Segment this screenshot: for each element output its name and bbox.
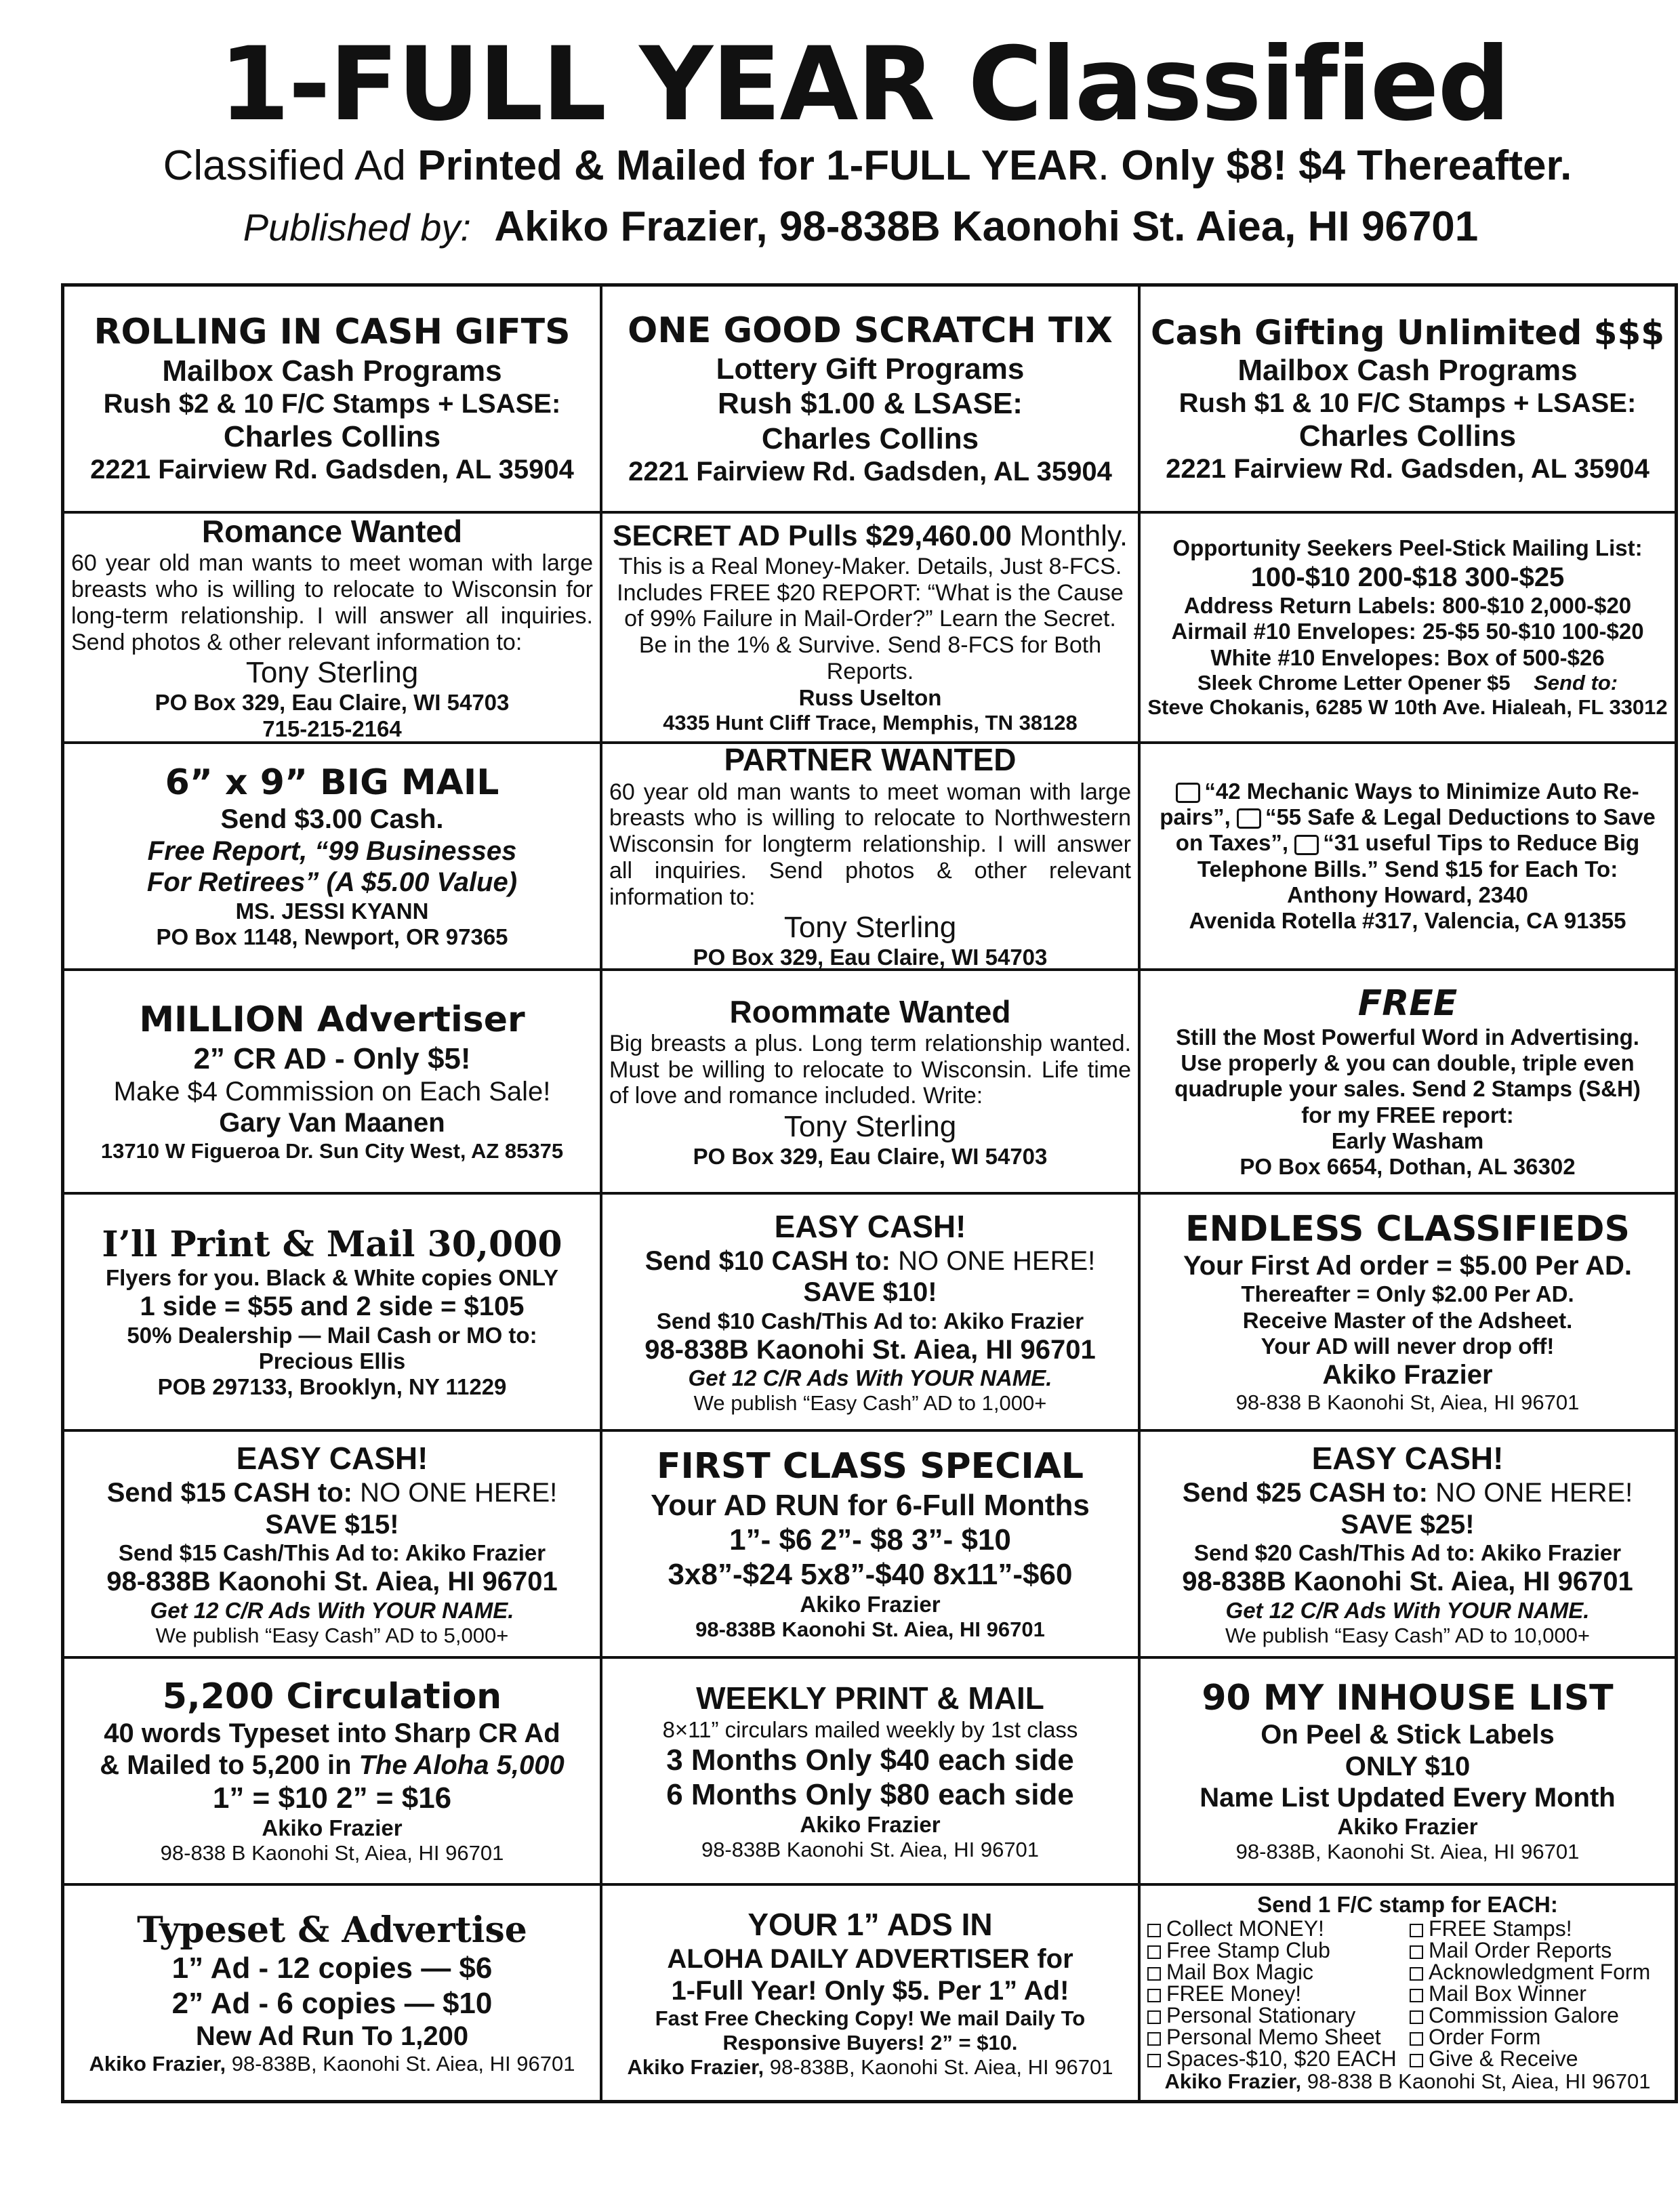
ad-body: 60 year old man wants to meet woman with large breasts who is willing to relocate to Wisconsin for long-term relationship. I will answer all inquiries. Send photos & other relevant information to: (71, 550, 593, 655)
ad-line: Thereafter = Only $2.00 Per AD. (1241, 1281, 1574, 1307)
ad-headline: 5,200 Circulation (162, 1676, 502, 1717)
ad-line-a: 1-Full Year! (671, 1975, 817, 2006)
ad-line-a: Send $25 CASH to: (1182, 1478, 1429, 1508)
checkbox-icon (1410, 1967, 1423, 1981)
checklist-item (1147, 1939, 1406, 1961)
ad-mechanic-ways (1141, 744, 1675, 971)
ad-line-a: Send $15 CASH to: (106, 1478, 353, 1508)
ad-line (1194, 1540, 1621, 1566)
ad-big-mail (64, 744, 602, 971)
ad-address: 2221 Fairview Rd. Gadsden, AL 35904 (628, 456, 1112, 487)
ad-headline: MILLION Advertiser (139, 999, 525, 1041)
ad-line: Telephone Bills.” Send $15 for Each To: (1197, 856, 1618, 882)
ad-inhouse-list (1141, 1659, 1675, 1886)
ad-line-b: NO ONE HERE! (890, 1245, 1096, 1276)
ad-line: We publish “Easy Cash” AD to 10,000+ (1225, 1623, 1590, 1647)
subtitle-plain: Classified Ad (163, 142, 418, 189)
ad-line: Fast Free Checking Copy! We mail Daily To (655, 2006, 1086, 2031)
ad-line: 1 side = $55 and 2 side = $105 (140, 1292, 525, 1322)
ad-address-text: 98-838B, Kaonohi St. Aiea, HI 96701 (226, 2051, 575, 2076)
ad-line: Get 12 C/R Ads With YOUR NAME. (1225, 1597, 1590, 1623)
ad-headline: WEEKLY PRINT & MAIL (696, 1680, 1044, 1716)
ad-contact-name: Tony Sterling (783, 1110, 957, 1144)
ad-headline: Roommate Wanted (729, 993, 1011, 1029)
ad-address: 98-838B Kaonohi St. Aiea, HI 96701 (106, 1567, 558, 1597)
ad-body: This is a Real Money-Maker. Details, Just 8-FCS. Includes FREE $20 REPORT: “What is the Cause of 99% Failure in Mail-Order?” Learn the Secret. Be in the 1% & Survive. Send 8-FCS for Both Reports. (617, 553, 1124, 684)
checklist-label: Spaces-$10, $20 EACH (1166, 2046, 1397, 2071)
ad-line: Airmail #10 Envelopes: 25-$5 50-$10 100-$20 (1171, 619, 1644, 644)
ad-free-report (1141, 971, 1675, 1195)
ad-easy-cash-15 (64, 1432, 602, 1659)
checklist-item (1410, 1939, 1668, 1961)
offer-checklist (1147, 1918, 1668, 2069)
ad-address: PO Box 329, Eau Claire, WI 54703 (693, 945, 1048, 970)
ad-line: Responsive Buyers! 2” = $10. (722, 2031, 1018, 2055)
checkbox-icon (1176, 783, 1200, 803)
ad-line: We publish “Easy Cash” AD to 5,000+ (155, 1623, 509, 1647)
ad-headline: FIRST CLASS SPECIAL (656, 1446, 1084, 1487)
checklist-label: Personal Stationary (1166, 2003, 1356, 2028)
ad-partner-wanted (602, 744, 1141, 971)
ad-line: 1”- $6 2”- $8 3”- $10 (729, 1523, 1011, 1556)
ad-line: quadruple your sales. Send 2 Stamps (S&H) (1174, 1076, 1641, 1102)
checklist-label: Commission Galore (1429, 2003, 1619, 2028)
ad-5200-circulation (64, 1659, 602, 1886)
checklist-label: Mail Box Winner (1429, 1981, 1586, 2006)
checkbox-icon (1147, 2010, 1161, 2024)
ad-line-a: & Mailed to 5,200 in (100, 1750, 359, 1780)
ad-endless-classifieds (1141, 1195, 1675, 1432)
ad-line (1176, 779, 1639, 804)
ad-item: pairs”, (1160, 804, 1231, 829)
ad-item: “42 Mechanic Ways to Minimize Auto Re- (1204, 778, 1639, 804)
ad-line: for my FREE report: (1301, 1102, 1514, 1128)
ad-line: Mailbox Cash Programs (1237, 353, 1578, 387)
ad-stamp-offers (1141, 1886, 1675, 2100)
ad-address: PO Box 1148, Newport, OR 97365 (156, 924, 508, 949)
ad-line: Mailbox Cash Programs (162, 354, 502, 388)
checklist-item (1147, 2004, 1406, 2026)
ad-phone: 715-215-2164 (262, 716, 402, 741)
ad-line: Receive Master of the Adsheet. (1242, 1307, 1573, 1333)
page-title: 1-FULL YEAR Classified (219, 26, 1509, 144)
ad-line: We publish “Easy Cash” AD to 1,000+ (693, 1391, 1047, 1416)
ad-line-b: Only $5. Per 1” Ad! (817, 1975, 1069, 2006)
ad-headline: Romance Wanted (201, 514, 463, 550)
ad-item: “55 Safe & Legal Deductions to Save (1265, 804, 1656, 829)
checklist-item (1410, 2048, 1668, 2069)
ad-headline: EASY CASH! (236, 1441, 428, 1477)
checklist-label: FREE Money! (1166, 1981, 1302, 2006)
ad-line: Rush $1.00 & LSASE: (718, 387, 1023, 421)
ad-address: Steve Chokanis, 6285 W 10th Ave. Hialeah, FL 33012 (1147, 695, 1668, 719)
checklist-label: Free Stamp Club (1166, 1938, 1330, 1963)
ad-line (119, 1540, 546, 1566)
ad-contact-name: Tony Sterling (245, 656, 419, 690)
ad-romance-wanted (64, 514, 602, 744)
ad-line: Rush $1 & 10 F/C Stamps + LSASE: (1179, 388, 1637, 418)
checklist-item (1410, 1983, 1668, 2004)
ad-line: 8×11” circulars mailed weekly by 1st class (662, 1716, 1078, 1742)
ad-address: Avenida Rotella #317, Valencia, CA 91355 (1189, 908, 1626, 934)
ad-line: 3 Months Only $40 each side (666, 1743, 1074, 1777)
ad-line: New Ad Run To 1,200 (195, 2021, 469, 2051)
ad-address (1165, 2069, 1651, 2094)
ad-line (1197, 671, 1618, 695)
ad-headline: EASY CASH! (774, 1208, 966, 1244)
ad-address: POB 297133, Brooklyn, NY 11229 (157, 1374, 507, 1400)
ad-line (657, 1308, 1084, 1334)
ad-contact-name: Tony Sterling (783, 911, 957, 945)
ad-line: Address Return Labels: 800-$10 2,000-$20 (1183, 592, 1632, 618)
ad-contact-name: Gary Van Maanen (219, 1108, 445, 1138)
ad-line-a: Send $20 Cash/ (1193, 1540, 1359, 1566)
checkbox-icon (1147, 1967, 1161, 1981)
ad-line-b: Send to: (1534, 670, 1618, 695)
checkbox-icon (1410, 1945, 1423, 1959)
ad-address: 98-838B, Kaonohi St. Aiea, HI 96701 (1235, 1839, 1580, 1863)
ad-headline: Send 1 F/C stamp for EACH: (1257, 1891, 1558, 1917)
ad-contact-name: Early Washam (1331, 1128, 1484, 1153)
ad-easy-cash-25 (1141, 1432, 1675, 1659)
ad-scratch-tix (602, 287, 1141, 514)
ad-address: 98-838B Kaonohi St. Aiea, HI 96701 (701, 1838, 1040, 1862)
ad-line: Send $3.00 Cash. (220, 804, 444, 835)
ad-address (628, 2055, 1113, 2080)
ad-line: 50% Dealership — Mail Cash or MO to: (127, 1322, 537, 1348)
ad-address: 2221 Fairview Rd. Gadsden, AL 35904 (90, 455, 574, 485)
ad-headline (613, 520, 1128, 554)
checklist-item (1147, 2026, 1406, 2048)
ad-line: Free Report, “99 Businesses (147, 835, 517, 866)
ad-headline: Typeset & Advertise (137, 1910, 527, 1952)
ad-line: Your AD will never drop off! (1261, 1333, 1555, 1359)
ad-line: 1” Ad - 12 copies — $6 (171, 1952, 493, 1985)
ad-secret-ad (602, 514, 1141, 744)
ad-aloha-daily (602, 1886, 1141, 2100)
checkbox-icon (1410, 1924, 1423, 1937)
ad-contact-name: Anthony Howard, 2340 (1287, 882, 1528, 907)
ad-contact-name: Akiko Frazier, (89, 2051, 226, 2076)
publisher-line (81, 200, 1640, 255)
checkbox-icon (1147, 1945, 1161, 1959)
checklist-label: Mail Box Magic (1166, 1960, 1313, 1985)
ad-line: Get 12 C/R Ads With YOUR NAME. (150, 1597, 514, 1623)
ad-address: PO Box 6654, Dothan, AL 36302 (1239, 1154, 1576, 1180)
ad-line-b: This Ad to: Akiko Frazier (821, 1308, 1084, 1334)
published-value: Akiko Frazier, 98-838B Kaonohi St. Aiea, HI 96701 (494, 203, 1479, 250)
ad-body: Big breasts a plus. Long term relationship wanted. Must be willing to relocate to Wisconsin. Life time of love and romance included. Write: (609, 1030, 1131, 1109)
ad-line-b: This Ad to: Akiko Frazier (283, 1540, 546, 1566)
ad-line-b: The Aloha 5,000 (358, 1750, 565, 1780)
ad-line-a: Send $10 Cash/ (656, 1308, 822, 1334)
ad-million-advertiser (64, 971, 602, 1195)
ad-roommate-wanted (602, 971, 1141, 1195)
ad-line: On Peel & Stick Labels (1261, 1720, 1555, 1750)
ad-line: Your AD RUN for 6-Full Months (651, 1488, 1090, 1522)
ad-contact-name: Akiko Frazier (1322, 1360, 1493, 1390)
checklist-item (1147, 1961, 1406, 1983)
ad-line: For Retirees” (A $5.00 Value) (146, 867, 518, 898)
ad-contact-name: Precious Ellis (258, 1348, 406, 1374)
ad-line (100, 1750, 564, 1781)
ad-address: 98-838B Kaonohi St. Aiea, HI 96701 (695, 1617, 1045, 1641)
ad-line (1176, 830, 1639, 856)
ad-address: 4335 Hunt Cliff Trace, Memphis, TN 38128 (663, 710, 1078, 735)
ads-grid (61, 283, 1678, 2103)
ad-contact-name: Akiko Frazier, (627, 2055, 764, 2079)
ad-address: PO Box 329, Eau Claire, WI 54703 (693, 1144, 1048, 1170)
checklist-label: Personal Memo Sheet (1166, 2025, 1381, 2050)
subtitle (61, 139, 1674, 193)
ad-address (89, 2052, 575, 2076)
checkbox-icon (1147, 1924, 1161, 1937)
ad-line-a: Send $15 Cash/ (118, 1540, 284, 1566)
subtitle-bold-1: Printed & Mailed for 1-FULL YEAR (417, 142, 1098, 189)
ad-contact-name: Akiko Frazier (1337, 1813, 1478, 1839)
ad-line: SAVE $15! (265, 1509, 399, 1540)
ad-line-a: Sleek Chrome Letter Opener $5 (1197, 670, 1511, 695)
ad-line-b: This Ad to: Akiko Frazier (1359, 1540, 1622, 1566)
ad-headline: FREE (1357, 983, 1458, 1024)
checklist-label: Mail Order Reports (1429, 1938, 1612, 1963)
ad-cash-gifting (1141, 287, 1675, 514)
ad-line (1183, 1477, 1633, 1508)
ad-line: 2” Ad - 6 copies — $10 (171, 1986, 493, 2020)
ad-address: 2221 Fairview Rd. Gadsden, AL 35904 (1166, 454, 1650, 484)
ad-line-b: NO ONE HERE! (352, 1478, 558, 1508)
ad-line (645, 1245, 1096, 1277)
ad-line: 3x8”-$24 5x8”-$40 8x11”-$60 (668, 1557, 1073, 1591)
ad-line-b: NO ONE HERE! (1428, 1478, 1633, 1508)
ad-item: “31 useful Tips to Reduce Big (1323, 830, 1640, 856)
ad-contact-name: MS. JESSI KYANN (235, 898, 429, 924)
published-label: Published by: (243, 206, 471, 249)
ad-headline-bold: SECRET AD Pulls $29,460.00 (613, 520, 1012, 553)
ad-headline: ENDLESS CLASSIFIEDS (1185, 1208, 1630, 1250)
ad-line: Get 12 C/R Ads With YOUR NAME. (688, 1365, 1052, 1391)
checklist-label: Collect MONEY! (1166, 1916, 1324, 1941)
ad-line: SAVE $10! (803, 1277, 937, 1308)
ad-line: 2” CR AD - Only $5! (193, 1041, 471, 1075)
ad-headline: EASY CASH! (1311, 1441, 1504, 1477)
subtitle-bold-2: Only $8! $4 Thereafter. (1121, 142, 1572, 189)
checklist-item (1147, 2048, 1406, 2069)
checklist-item (1147, 1983, 1406, 2004)
ad-contact-name: Akiko Frazier (800, 1591, 941, 1617)
checklist-item (1410, 1918, 1668, 1939)
ad-line (672, 1975, 1069, 2006)
ad-line: Lottery Gift Programs (716, 352, 1025, 386)
checkbox-icon (1147, 1989, 1161, 2002)
subtitle-dot: . (1097, 142, 1122, 189)
ad-line: Rush $2 & 10 F/C Stamps + LSASE: (103, 388, 561, 419)
checklist-label: Order Form (1429, 2025, 1541, 2050)
ad-headline: 90 MY INHOUSE LIST (1202, 1678, 1614, 1719)
ad-line: Still the Most Powerful Word in Advertising. (1176, 1024, 1639, 1050)
ad-line: Flyers for you. Black & White copies ONLY (105, 1264, 559, 1290)
ad-line: Use properly & you can double, triple even (1181, 1050, 1635, 1076)
ad-typeset-advertise (64, 1886, 602, 2100)
ad-headline-plain: Monthly. (1011, 520, 1128, 553)
checklist-item (1410, 1961, 1668, 1983)
ad-line (1160, 804, 1656, 830)
checklist-label: Give & Receive (1429, 2046, 1578, 2071)
checklist-item (1147, 1918, 1406, 1939)
ad-headline: I’ll Print & Mail 30,000 (102, 1223, 562, 1265)
ad-weekly-print-mail (602, 1659, 1141, 1886)
ad-line: 40 words Typeset into Sharp CR Ad (104, 1718, 560, 1749)
ad-line: 6 Months Only $80 each side (666, 1778, 1074, 1812)
checkbox-icon (1237, 808, 1261, 829)
ad-print-mail-30000 (64, 1195, 602, 1432)
ad-line: Your First Ad order = $5.00 Per AD. (1183, 1250, 1633, 1281)
ad-line: Name List Updated Every Month (1200, 1783, 1616, 1813)
ad-address-text: 98-838B, Kaonohi St. Aiea, HI 96701 (764, 2055, 1113, 2079)
ad-rolling-in-cash (64, 287, 602, 514)
checklist-item (1410, 2026, 1668, 2048)
ad-line: ALOHA DAILY ADVERTISER for (667, 1944, 1073, 1975)
checklist-label: Acknowledgment Form (1429, 1960, 1651, 1985)
checklist-label: FREE Stamps! (1429, 1916, 1572, 1941)
ad-line: White #10 Envelopes: Box of 500-$26 (1210, 644, 1605, 670)
ad-address: 98-838B Kaonohi St. Aiea, HI 96701 (1182, 1567, 1633, 1597)
ad-address: 13710 W Figueroa Dr. Sun City West, AZ 85375 (100, 1138, 564, 1163)
ad-line: 1” = $10 2” = $16 (212, 1781, 452, 1815)
ad-address: PO Box 329, Eau Claire, WI 54703 (155, 690, 510, 716)
ad-contact-name: Akiko Frazier (800, 1812, 941, 1838)
checkbox-icon (1410, 2032, 1423, 2046)
ad-first-class-special (602, 1432, 1141, 1659)
checklist-item (1410, 2004, 1668, 2026)
checkbox-icon (1147, 2032, 1161, 2046)
ad-headline: ONE GOOD SCRATCH TIX (628, 310, 1113, 352)
checkbox-icon (1147, 2054, 1161, 2067)
ad-headline: Cash Gifting Unlimited $$$ (1150, 312, 1665, 352)
checkbox-icon (1294, 835, 1319, 855)
ad-line-a: Send $10 CASH to: (644, 1245, 891, 1276)
ad-contact-name: Akiko Frazier, (1164, 2069, 1302, 2094)
ad-line (107, 1477, 558, 1508)
ad-contact-name: Charles Collins (223, 420, 441, 454)
ad-line: ONLY $10 (1345, 1751, 1471, 1781)
ad-address: 98-838 B Kaonohi St, Aiea, HI 96701 (1235, 1390, 1580, 1415)
ad-item: on Taxes”, (1175, 830, 1289, 856)
ad-address: 98-838 B Kaonohi St, Aiea, HI 96701 (160, 1841, 504, 1865)
ad-address: 98-838B Kaonohi St. Aiea, HI 96701 (644, 1334, 1096, 1365)
ad-contact-name: Akiko Frazier (262, 1815, 403, 1840)
ad-headline: 6” x 9” BIG MAIL (165, 762, 499, 803)
ad-line: SAVE $25! (1340, 1509, 1475, 1540)
ad-line: Opportunity Seekers Peel-Stick Mailing List: (1172, 535, 1643, 561)
checkbox-icon (1410, 2054, 1423, 2067)
ad-contact-name: Russ Uselton (798, 684, 942, 710)
ad-mailing-list (1141, 514, 1675, 744)
ad-line: 100-$10 200-$18 300-$25 (1250, 562, 1565, 592)
ad-line: Make $4 Commission on Each Sale! (113, 1076, 551, 1107)
ad-headline: YOUR 1” ADS IN (747, 1907, 993, 1943)
checkbox-icon (1410, 2010, 1423, 2024)
ad-easy-cash-10 (602, 1195, 1141, 1432)
ad-address-text: 98-838 B Kaonohi St, Aiea, HI 96701 (1301, 2069, 1651, 2094)
ad-contact-name: Charles Collins (1298, 419, 1517, 453)
ad-contact-name: Charles Collins (761, 421, 979, 455)
checkbox-icon (1410, 1989, 1423, 2002)
ad-body: 60 year old man wants to meet woman with large breasts who is willing to relocate to Northwestern Wisconsin for longterm relationship. I will answer all inquiries. Send photos & other relevant information to: (609, 779, 1131, 910)
ad-headline: PARTNER WANTED (724, 744, 1017, 778)
ad-headline: ROLLING IN CASH GIFTS (94, 312, 571, 353)
